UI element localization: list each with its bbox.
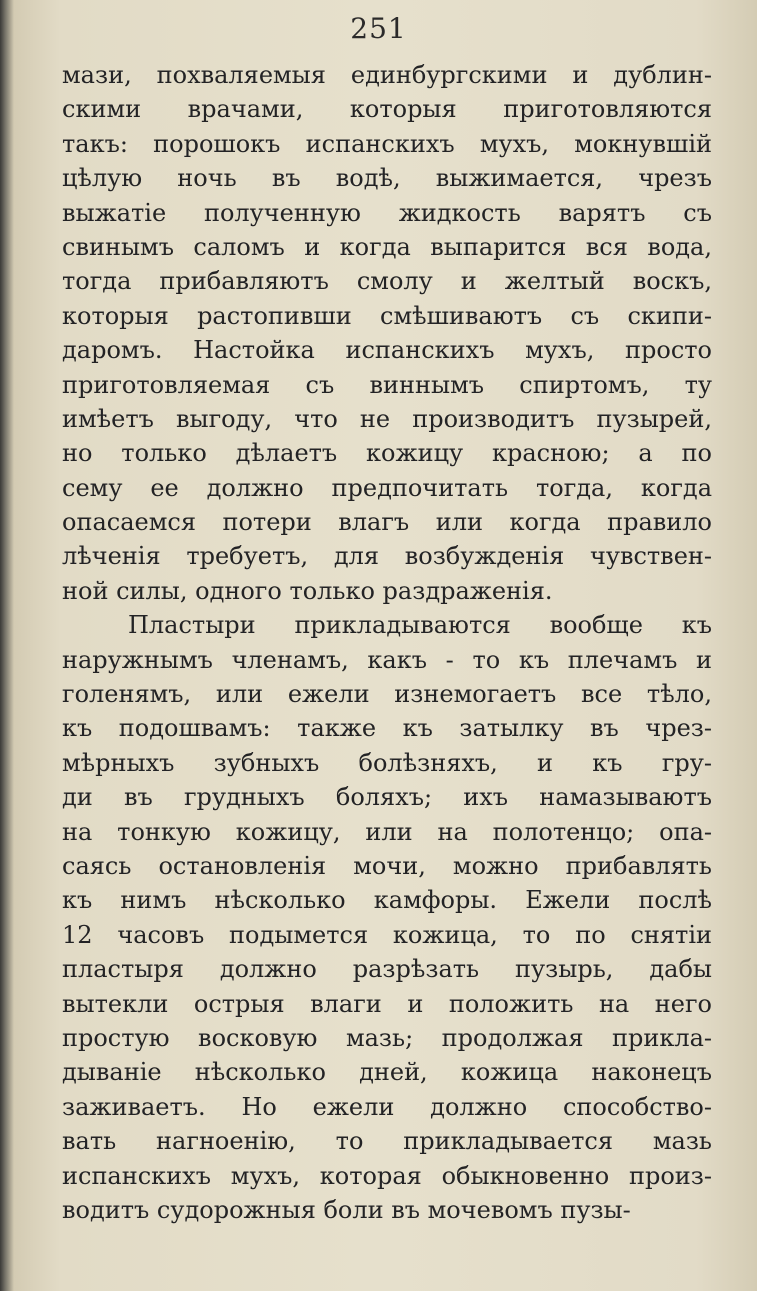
text-line: вытекли острыя влаги и положить на него [62, 989, 712, 1018]
text-line: водитъ судорожныя боли въ мочевомъ пузы- [62, 1195, 631, 1224]
text-line: Пластыри прикладываются вообще къ [128, 611, 712, 640]
text-line: пластыря должно разрѣзать пузырь, дабы [62, 955, 712, 984]
text-line: ной силы, одного только раздраженія. [62, 576, 553, 605]
text-line: къ подошвамъ: также къ затылку въ чрез- [62, 714, 712, 743]
text-line: имѣетъ выгоду, что не производитъ пузырей, [62, 404, 712, 433]
text-line: простую восковую мазь; продолжая прикла- [62, 1023, 712, 1052]
text-line: свинымъ саломъ и когда выпарится вся вода, [62, 232, 712, 261]
paragraph [62, 608, 712, 1227]
text-line: мази, похваляемыя единбургскими и дублин- [62, 61, 712, 89]
text-line: заживаетъ. Но ежели должно способствo- [62, 1092, 712, 1121]
text-line: опасаемся потери влагъ или когда правило [62, 508, 712, 537]
text-line: скими врачами, которыя приготовляются [62, 95, 712, 124]
text-line: выжатіе полученную жидкость варятъ съ [62, 198, 712, 227]
text-line: саясь остановленія мочи, можно прибавлять [62, 851, 712, 880]
text-line: цѣлую ночь въ водѣ, выжимается, чрезъ [62, 164, 712, 193]
text-line: приготовляемая съ виннымъ спиртомъ, ту [62, 370, 712, 399]
paragraph [62, 58, 712, 608]
text-line: которыя растопивши смѣшиваютъ съ скипи- [62, 301, 712, 330]
text-line: наружнымъ членамъ, какъ - то къ плечамъ и [62, 645, 712, 674]
text-line: 12 часовъ подымется кожица, то по снятіи [62, 920, 712, 949]
binding-shadow [0, 0, 14, 1291]
text-line: на тонкую кожицу, или на полотенцо; опа- [62, 817, 712, 846]
text-line: вать нагноенію, то прикладывается мазь [62, 1127, 712, 1156]
text-line: такъ: порошокъ испанскихъ мухъ, мокнувшій [62, 129, 712, 158]
text-line: лѣченія требуетъ, для возбужденія чувствен- [62, 542, 712, 571]
text-line: ди въ грудныхъ боляхъ; ихъ намазываютъ [62, 783, 712, 812]
text-line: даромъ. Настойка испанскихъ мухъ, просто [62, 336, 712, 365]
text-line: испанскихъ мухъ, которая обыкновенно произ- [62, 1161, 712, 1190]
text-line: сему ее должно предпочитать тогда, когда [62, 473, 712, 502]
text-line: голенямъ, или ежели изнемогаетъ все тѣло, [62, 680, 712, 709]
body-text [62, 58, 712, 1227]
text-line: мѣрныхъ зубныхъ болѣзняхъ, и къ гру- [62, 748, 712, 777]
text-line: дываніе нѣсколько дней, кожица наконецъ [62, 1058, 712, 1087]
text-line: тогда прибавляютъ смолу и желтый воскъ, [62, 267, 712, 296]
text-line: но только дѣлаетъ кожицу красною; а по [62, 439, 712, 468]
page-number: 251 [350, 12, 407, 45]
text-line: къ нимъ нѣсколько камфоры. Ежели послѣ [62, 886, 712, 915]
